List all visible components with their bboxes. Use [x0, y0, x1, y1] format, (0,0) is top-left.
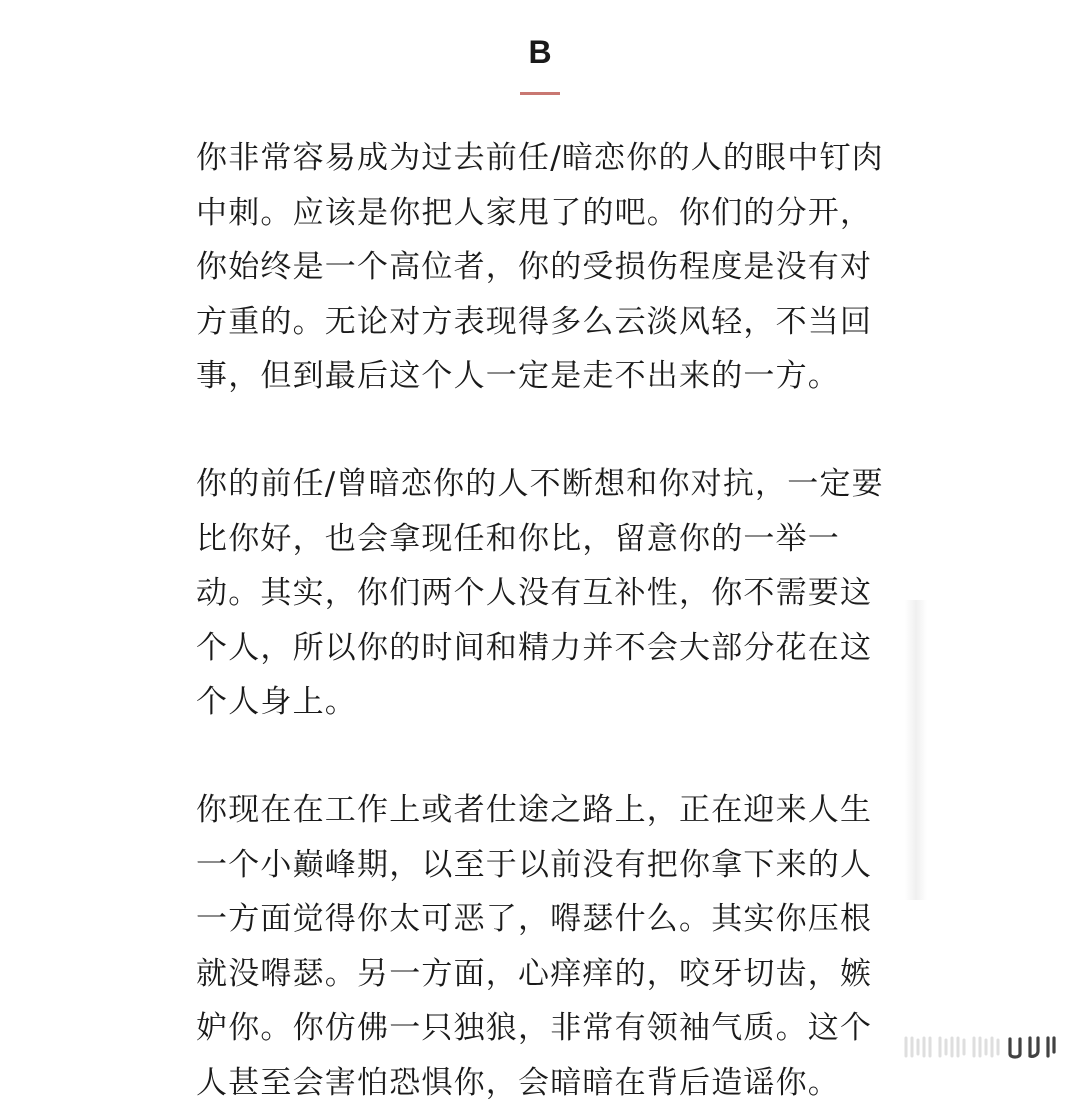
paragraph-1 [196, 131, 896, 404]
text-line: 个人，所以你的时间和精力并不会大部分花在这 [196, 621, 896, 676]
text-line: 事，但到最后这个人一定是走不出来的一方。 [196, 349, 896, 404]
text-line: 方重的。无论对方表现得多么云淡风轻，不当回 [196, 295, 896, 350]
text-line: 人甚至会害怕恐惧你，会暗暗在背后造谣你。 [196, 1056, 896, 1110]
article-body [196, 131, 896, 1110]
watermark-glyphs-icon [900, 1034, 1060, 1060]
weibo-watermark-icon [900, 1034, 1060, 1060]
text-line: 个人身上。 [196, 675, 896, 730]
text-line: 一方面觉得你太可恶了，嘚瑟什么。其实你压根 [196, 892, 896, 947]
text-line: 你的前任/曾暗恋你的人不断想和你对抗，一定要 [196, 457, 896, 512]
scroll-shadow [905, 600, 927, 900]
text-line: 你现在在工作上或者仕途之路上，正在迎来人生 [196, 783, 896, 838]
text-line: 你始终是一个高位者，你的受损伤程度是没有对 [196, 240, 896, 295]
section-letter: B [0, 30, 1080, 74]
text-line: 一个小巅峰期，以至于以前没有把你拿下来的人 [196, 838, 896, 893]
paragraph-3 [196, 783, 896, 1110]
text-line: 动。其实，你们两个人没有互补性，你不需要这 [196, 566, 896, 621]
paragraph-2 [196, 457, 896, 730]
text-line: 妒你。你仿佛一只独狼，非常有领袖气质。这个 [196, 1001, 896, 1056]
text-line: 就没嘚瑟。另一方面，心痒痒的，咬牙切齿，嫉 [196, 947, 896, 1002]
text-line: 中刺。应该是你把人家甩了的吧。你们的分开， [196, 186, 896, 241]
title-underline [520, 92, 560, 95]
text-line: 你非常容易成为过去前任/暗恋你的人的眼中钉肉 [196, 131, 896, 186]
text-line: 比你好，也会拿现任和你比，留意你的一举一 [196, 512, 896, 567]
